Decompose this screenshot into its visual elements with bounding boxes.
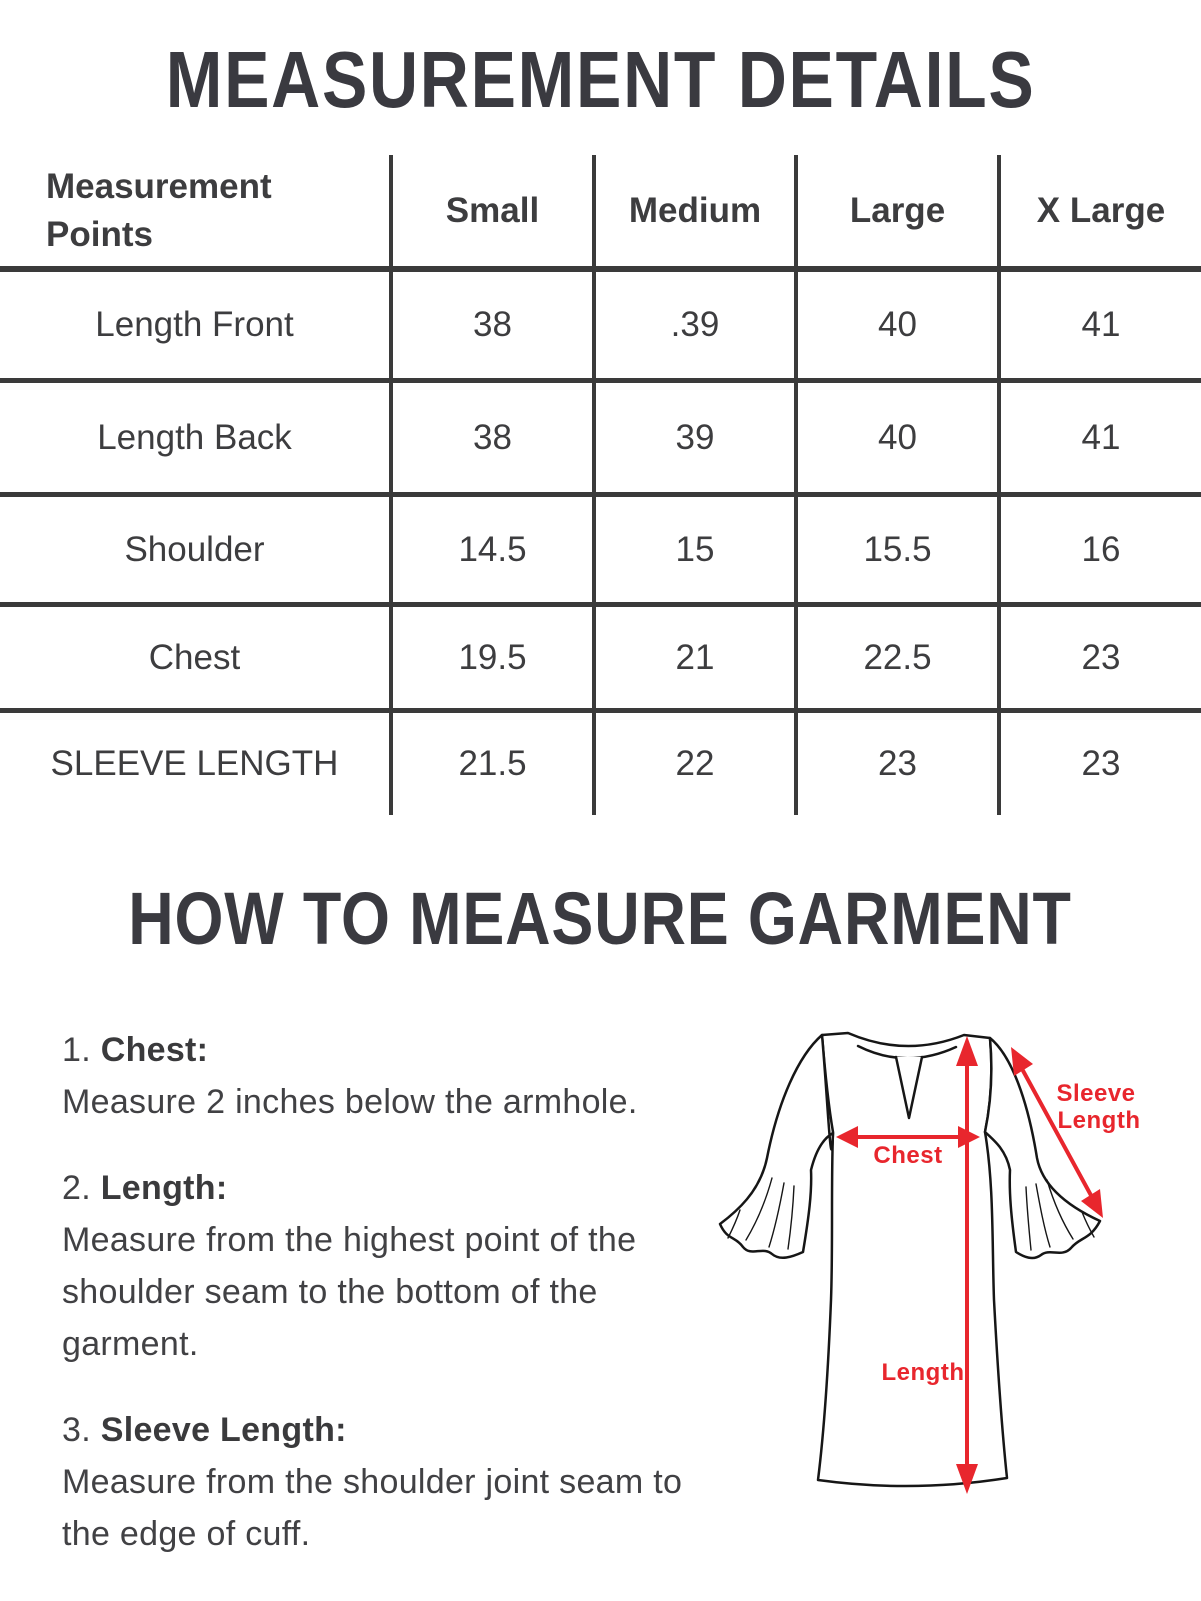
table-cell: 15 (592, 497, 794, 607)
table-cell: 38 (389, 383, 592, 497)
instruction-label: Sleeve Length: (100, 1411, 347, 1449)
instruction-heading (62, 1024, 708, 1076)
table-cell: .39 (592, 272, 794, 383)
instruction-item-length (62, 1162, 708, 1370)
instruction-body: Measure from the highest point of the shoulder seam to the bottom of the garment. (62, 1221, 637, 1363)
sleeve-length-label-line2: Length (1057, 1107, 1141, 1134)
column-header-medium: Medium (592, 155, 794, 272)
table-cell: 23 (997, 607, 1201, 713)
table-cell: 23 (997, 713, 1201, 815)
measurement-table (0, 155, 1201, 815)
instruction-number: 1. (62, 1031, 91, 1069)
column-header-small: Small (389, 155, 592, 272)
table-cell: 22 (592, 713, 794, 815)
column-header-large: Large (794, 155, 997, 272)
column-header-x-large: X Large (997, 155, 1201, 272)
table-cell: 23 (794, 713, 997, 815)
table-cell: 41 (997, 272, 1201, 383)
table-cell: 22.5 (794, 607, 997, 713)
instruction-list (62, 1024, 708, 1594)
row-label-length-front: Length Front (0, 272, 389, 383)
table-cell: 19.5 (389, 607, 592, 713)
instruction-heading (62, 1162, 708, 1214)
instruction-label: Chest: (100, 1031, 209, 1069)
row-label-length-back: Length Back (0, 383, 389, 497)
how-to-heading (0, 877, 1201, 960)
column-header-measurement-points: Measurement Points (0, 155, 389, 272)
dress-diagram-svg (680, 1000, 1201, 1601)
instruction-number: 2. (62, 1169, 91, 1207)
table-cell: 41 (997, 383, 1201, 497)
table-cell: 39 (592, 383, 794, 497)
instruction-body: Measure from the shoulder joint seam to the edge of cuff. (62, 1463, 683, 1553)
instruction-number: 3. (62, 1411, 91, 1449)
page-title (0, 35, 1201, 124)
table-cell: 15.5 (794, 497, 997, 607)
instruction-body: Measure 2 inches below the armhole. (62, 1083, 638, 1121)
garment-measure-diagram (680, 1000, 1201, 1601)
table-cell: 40 (794, 383, 997, 497)
row-label-shoulder: Shoulder (0, 497, 389, 607)
table-cell: 21 (592, 607, 794, 713)
dress-outline-icon (720, 1033, 1100, 1486)
instruction-item-chest (62, 1024, 708, 1128)
table-cell: 38 (389, 272, 592, 383)
instruction-label: Length: (100, 1169, 228, 1207)
table-cell: 40 (794, 272, 997, 383)
table-cell: 16 (997, 497, 1201, 607)
table-cell: 14.5 (389, 497, 592, 607)
instruction-heading (62, 1404, 708, 1456)
row-label-chest: Chest (0, 607, 389, 713)
row-label-sleeve-length: SLEEVE LENGTH (50, 744, 339, 783)
page-title-text: MEASUREMENT DETAILS (165, 35, 1036, 124)
length-arrow-label: Length (881, 1359, 965, 1386)
how-to-heading-text: HOW TO MEASURE GARMENT (128, 877, 1073, 960)
table-cell: 21.5 (389, 713, 592, 815)
sleeve-length-label-line1: Sleeve (1056, 1080, 1136, 1107)
chest-arrow-label: Chest (873, 1142, 943, 1169)
instruction-item-sleeve-length (62, 1404, 708, 1560)
